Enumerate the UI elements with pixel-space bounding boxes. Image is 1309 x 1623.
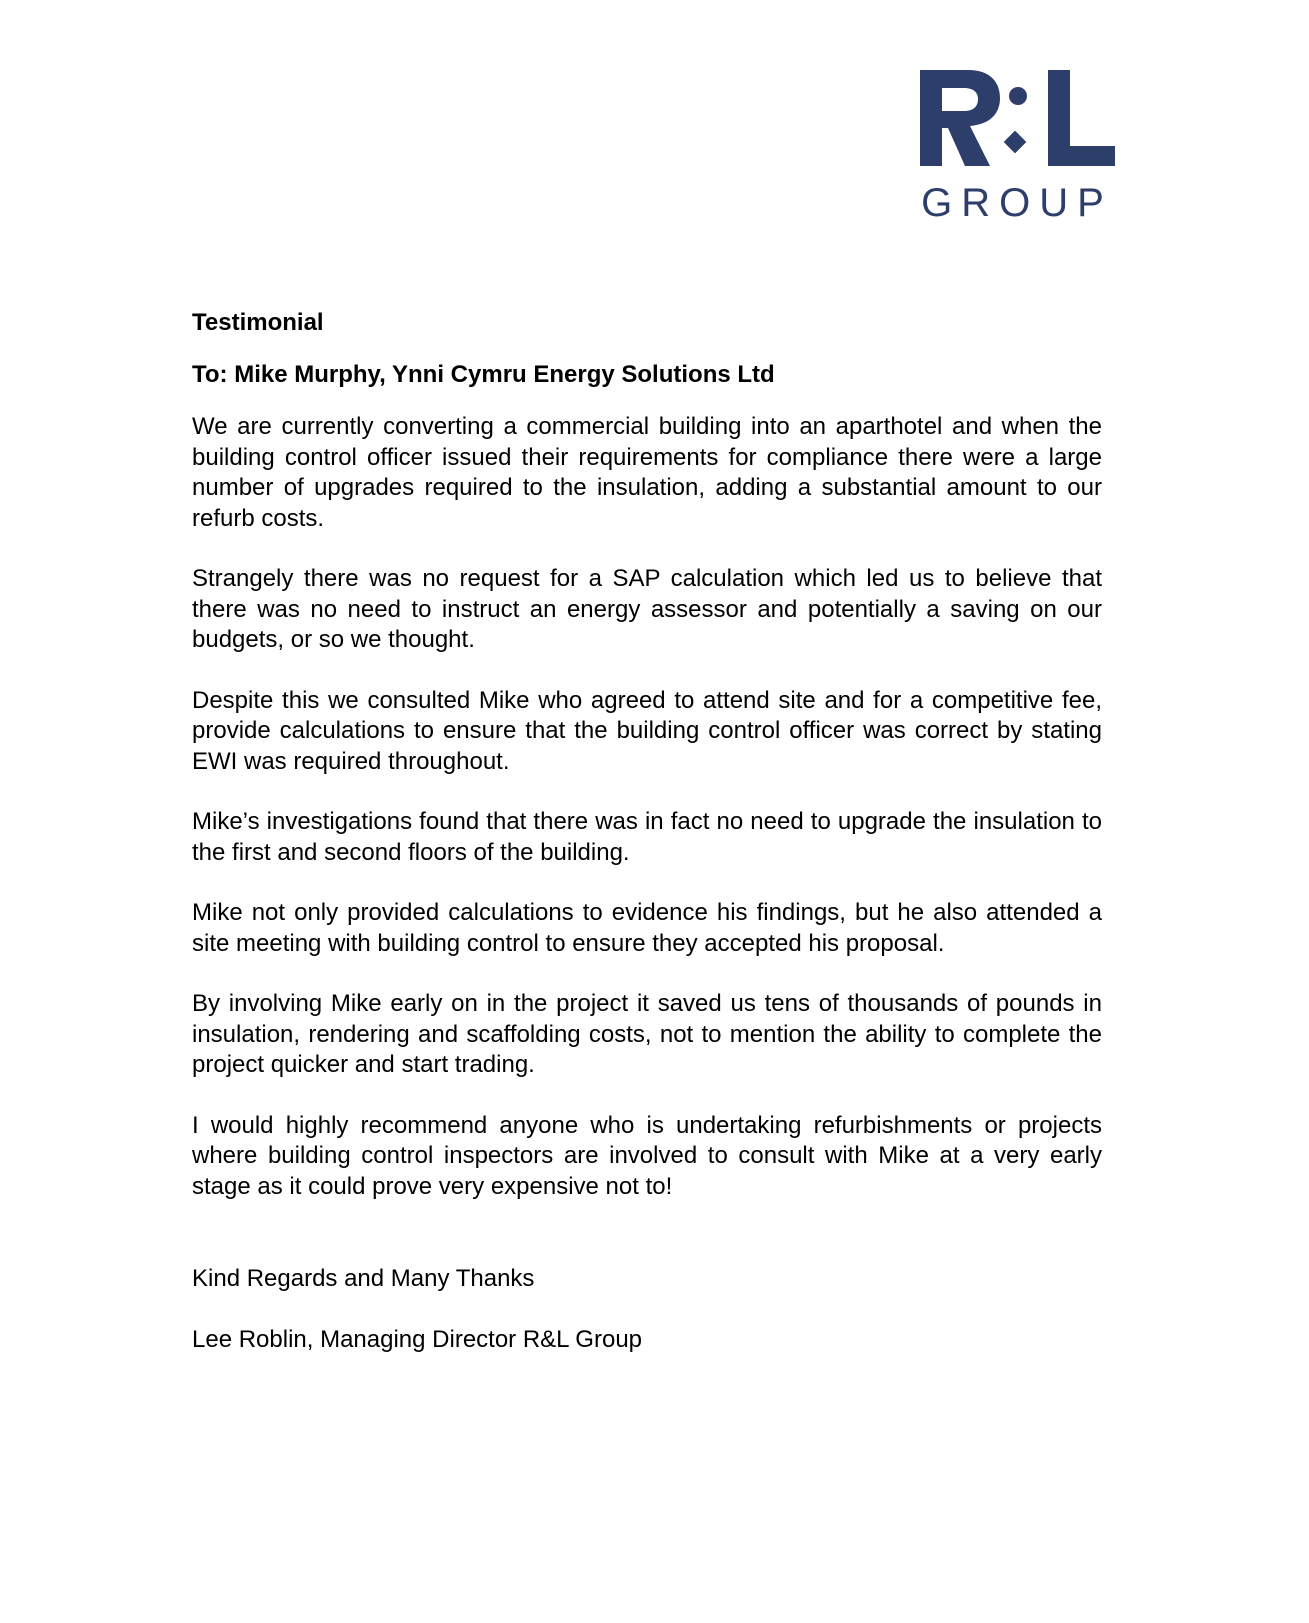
letter-title: Testimonial xyxy=(192,309,324,336)
paragraph-5: Mike not only provided calculations to evidence his findings, but he also attended a site meeting with building control to ensure they accepted his proposal. xyxy=(192,899,1102,957)
paragraph-1: We are currently converting a commercial building into an aparthotel and when the building control officer issued their requirements for compliance there were a large number of upgrades required to the insulation, adding a substantial amount to our refurb costs. xyxy=(192,413,1102,532)
paragraph-3: Despite this we consulted Mike who agreed to attend site and for a competitive fee, provide calculations to ensure that the building control officer was correct by stating EWI was required throughout. xyxy=(192,686,1102,775)
paragraph-4: Mike’s investigations found that there was in fact no need to upgrade the insulation to the first and second floors of the building. xyxy=(192,808,1102,866)
paragraph-6: By involving Mike early on in the project it saved us tens of thousands of pounds in insulation, rendering and scaffolding costs, not to mention the ability to complete the project quicker and start trading. xyxy=(192,990,1102,1078)
paragraph-2: Strangely there was no request for a SAP calculation which led us to believe that there was no need to instruct an energy assessor and potentially a saving on our budgets, or so we thought. xyxy=(192,565,1102,653)
letter-body xyxy=(192,308,1102,1355)
letter-recipient: To: Mike Murphy, Ynni Cymru Energy Solutions Ltd xyxy=(192,361,775,388)
paragraph-7: I would highly recommend anyone who is undertaking refurbishments or projects where building control inspectors are involved to consult with Mike at a very early stage as it could prove very expensive not to! xyxy=(192,1111,1102,1200)
logo-mark-icon xyxy=(920,66,1115,170)
signature-line: Lee Roblin, Managing Director R&L Group xyxy=(192,1326,643,1353)
closing-line: Kind Regards and Many Thanks xyxy=(192,1265,535,1292)
company-logo xyxy=(920,66,1115,236)
logo-wordmark xyxy=(920,176,1115,226)
svg-text:GROUP: GROUP xyxy=(921,181,1113,225)
